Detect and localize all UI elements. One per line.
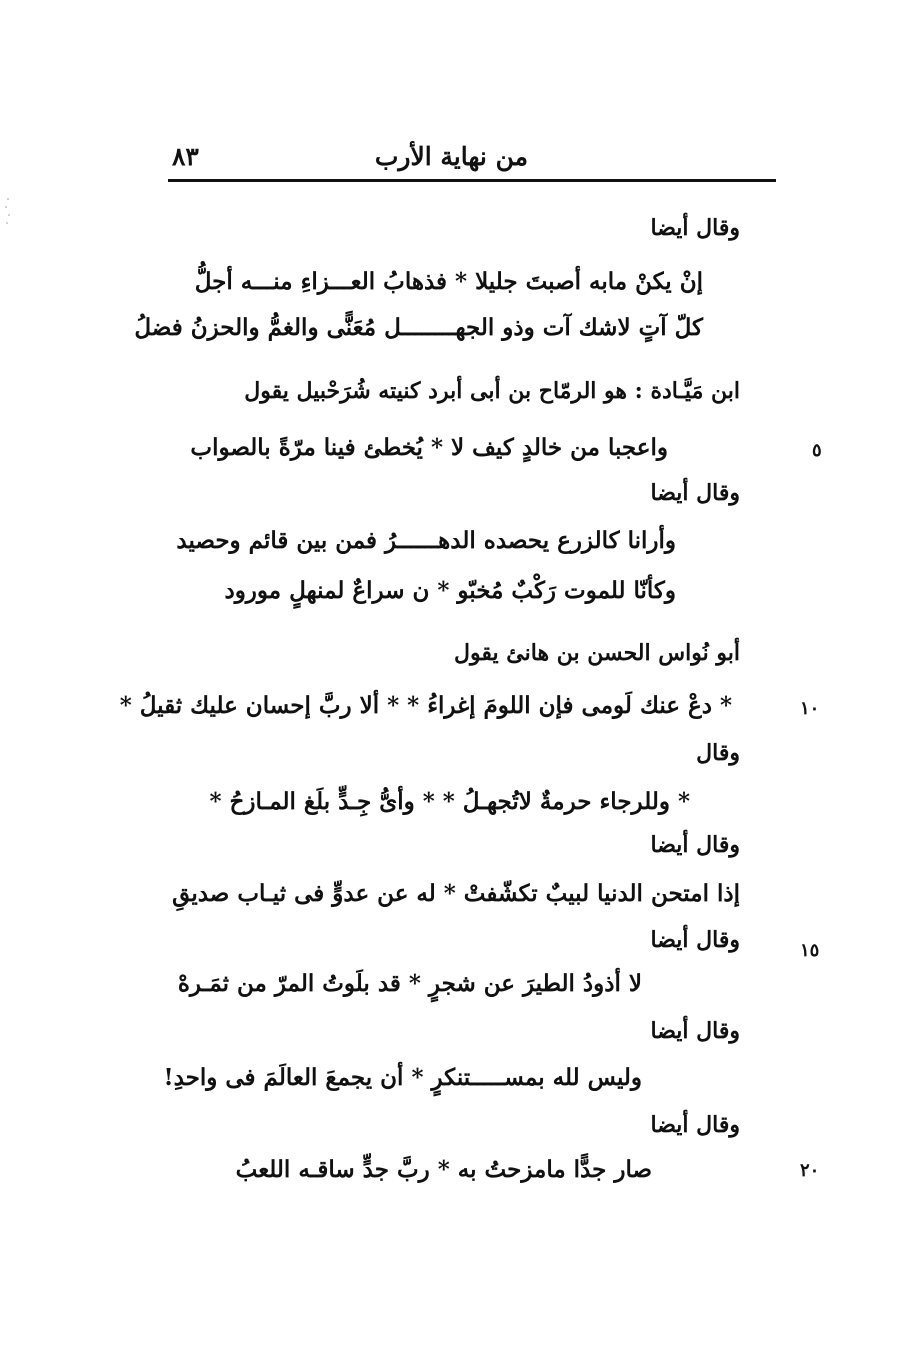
line-number: ١٥ (800, 940, 820, 961)
verse-line: إنْ يكنْ مابه أصبتَ جليلا * فذهابُ العـــزاءِ منـــه أجلُّ (194, 268, 703, 295)
verse-line: وكأنّا للموت رَكْبٌ مُخبّو * ن سراعٌ لمنهلٍ مورود (224, 577, 676, 604)
verse-line: صار جدًّا مامزحتُ به * ربَّ جدٍّ ساقـه اللعبُ (235, 1156, 652, 1183)
intro-line: وقال أيضا (650, 1112, 740, 1138)
page-number: ٨٣ (172, 142, 199, 171)
verse-line: * وللرجاء حرمةٌ لاتُجهـلُ * * وأىُّ جِـدٍّ بلَغ المـازحُ * (209, 788, 690, 815)
intro-line: ابن مَيَّـادة : هو الرمّاح بن أبى أبرد كنيته شُرَحْبيل يقول (244, 378, 740, 404)
intro-line: وقال (696, 740, 740, 766)
verse-line: كلّ آتٍ لاشك آت وذو الجهــــــــل مُعَنًّى والغمُّ والحزنُ فضلُ (134, 314, 703, 341)
line-number: ١٠ (800, 698, 820, 719)
margin-speck-marks (2, 195, 14, 235)
intro-line: وقال أيضا (650, 927, 740, 953)
header-rule (168, 179, 776, 182)
line-number: ٥ (812, 440, 822, 461)
intro-line: وقال أيضا (650, 215, 740, 241)
running-title: من نهاية الأرب (374, 142, 528, 171)
verse-line: * دعْ عنك لَومى فإن اللومَ إغراءُ * * ألا ربَّ إحسان عليك ثقيلُ * (119, 692, 732, 719)
verse-line: واعجبا من خالدٍ كيف لا * يُخطئ فينا مرّةً بالصواب (190, 434, 668, 461)
intro-line: وقال أيضا (650, 480, 740, 506)
verse-line: وليس لله بمســـــتنكرٍ * أن يجمعَ العالَمَ فى واحدِ! (163, 1064, 642, 1091)
intro-line: وقال أيضا (650, 1018, 740, 1044)
intro-line: وقال أيضا (650, 832, 740, 858)
verse-line: وأرانا كالزرع يحصده الدهــــــرُ فمن بين قائم وحصيد (176, 527, 676, 554)
intro-line: أبو نُواس الحسن بن هانئ يقول (454, 640, 740, 666)
line-number: ٢٠ (800, 1160, 820, 1181)
verse-line: لا أذودُ الطيرَ عن شجرٍ * قد بلَوتُ المرّ من ثمَـرهْ (177, 970, 642, 997)
verse-line: إذا امتحن الدنيا لبيبٌ تكشّفتْ * له عن عدوٍّ فى ثيـاب صديقِ (172, 880, 740, 907)
